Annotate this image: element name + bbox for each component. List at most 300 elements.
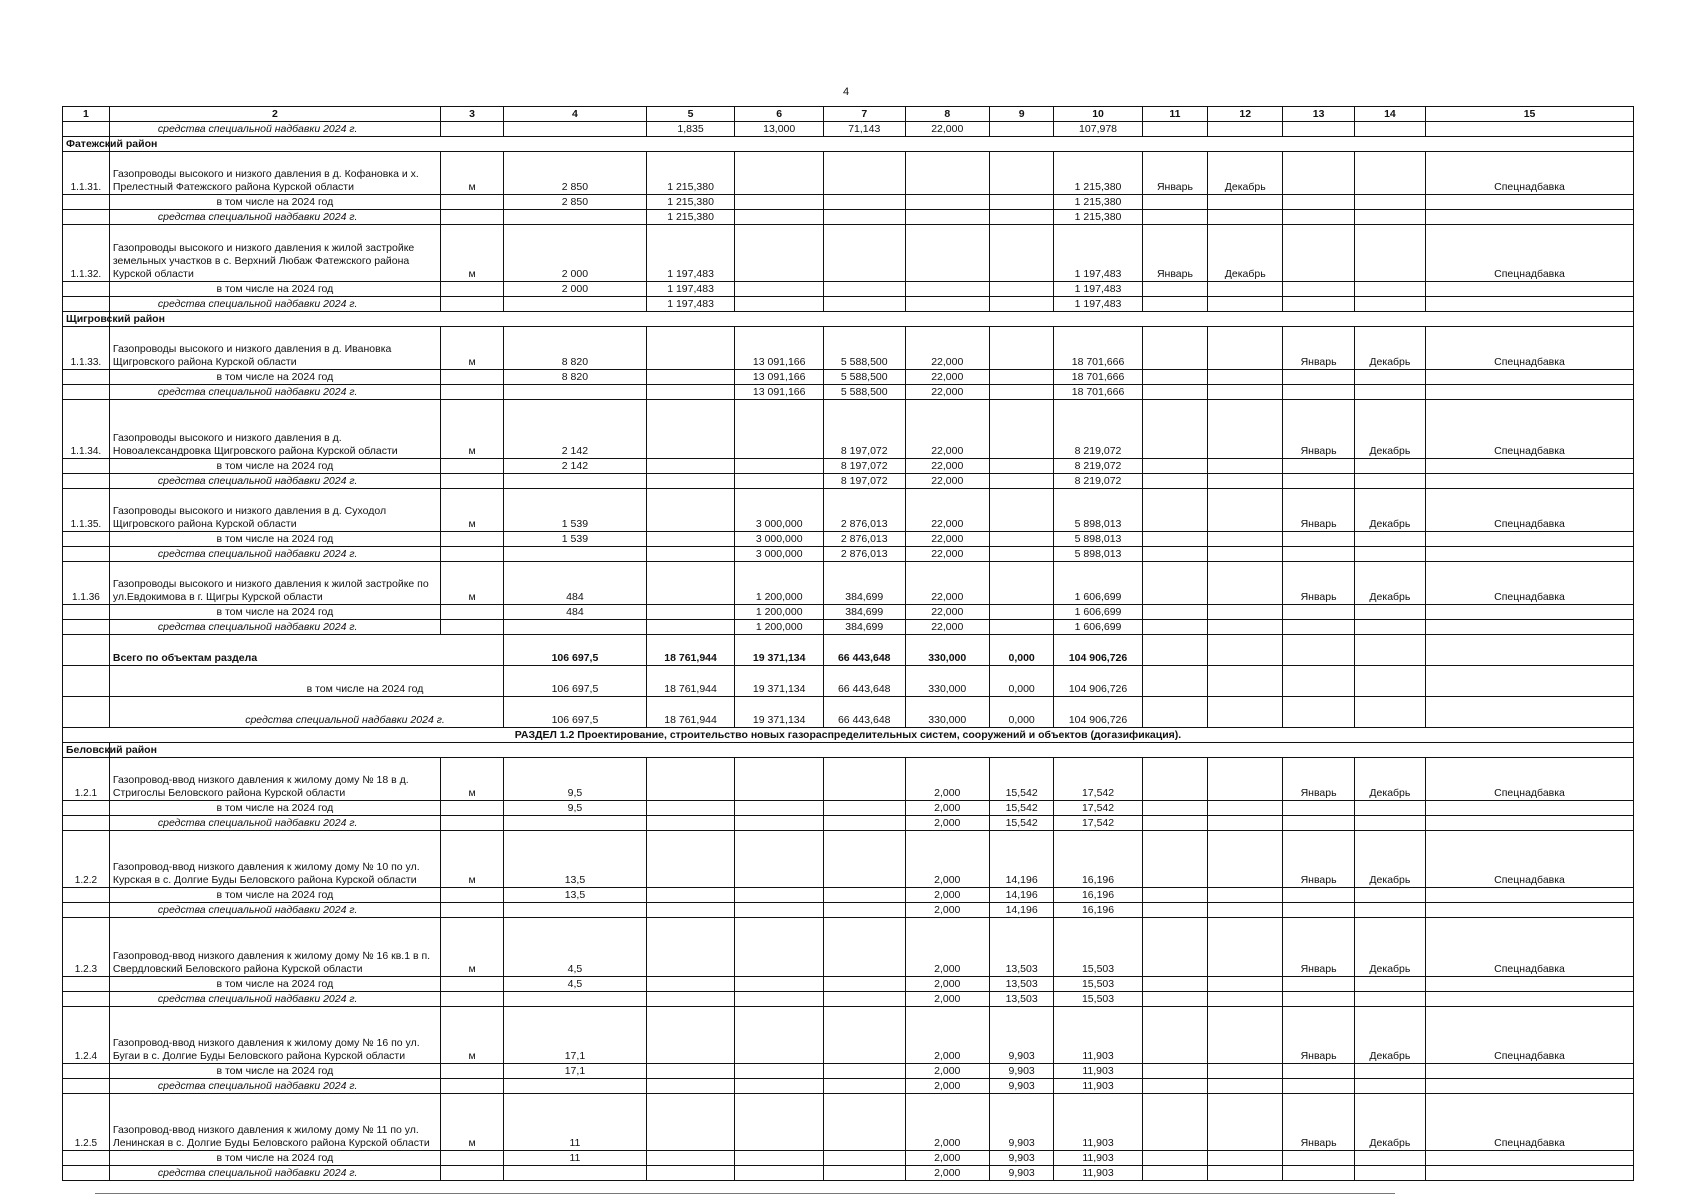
end-month xyxy=(1208,547,1283,562)
table-cell xyxy=(990,489,1054,532)
table-cell: 13 091,166 xyxy=(735,370,824,385)
funding-source xyxy=(1426,1064,1634,1079)
table-cell xyxy=(990,400,1054,459)
start-month xyxy=(1283,532,1354,547)
table-cell: 1 215,380 xyxy=(1054,210,1143,225)
subrow-label: средства специальной надбавки 2024 г. xyxy=(109,903,440,918)
end-month: Декабрь xyxy=(1208,152,1283,195)
end-month xyxy=(1208,400,1283,459)
table-cell xyxy=(504,210,647,225)
table-cell xyxy=(735,977,824,992)
table-cell: 13,5 xyxy=(504,888,647,903)
table-cell: 66 443,648 xyxy=(824,666,906,697)
start-month xyxy=(1283,1166,1354,1181)
table-cell: 15,503 xyxy=(1054,977,1143,992)
table-cell xyxy=(646,1007,735,1064)
table-cell xyxy=(646,620,735,635)
table-cell: 4,5 xyxy=(504,918,647,977)
table-cell xyxy=(905,210,990,225)
table-cell: 5 588,500 xyxy=(824,370,906,385)
item-number xyxy=(63,474,110,489)
year-subrow xyxy=(63,195,1634,210)
table-cell xyxy=(824,195,906,210)
start-month xyxy=(1283,152,1354,195)
table-cell xyxy=(646,801,735,816)
subrow-label: в том числе на 2024 год xyxy=(109,888,440,903)
table-cell: 2,000 xyxy=(905,1094,990,1151)
table-cell: 8 219,072 xyxy=(1054,400,1143,459)
table-cell xyxy=(646,831,735,888)
unit-cell: м xyxy=(440,562,503,605)
end-month xyxy=(1208,282,1283,297)
item-number xyxy=(63,1151,110,1166)
unit-cell xyxy=(440,977,503,992)
funding-source xyxy=(1426,801,1634,816)
end-month xyxy=(1354,1064,1425,1079)
special-fund-row xyxy=(63,547,1634,562)
funding-source: Спецнадбавка xyxy=(1426,831,1634,888)
table-cell: 1 215,380 xyxy=(646,210,735,225)
end-month xyxy=(1354,888,1425,903)
funding-source xyxy=(1426,547,1634,562)
funding-source: Спецнадбавка xyxy=(1426,1007,1634,1064)
table-cell: 9,903 xyxy=(990,1064,1054,1079)
item-number xyxy=(63,459,110,474)
funding-source: Спецнадбавка xyxy=(1426,225,1634,282)
start-month: Январь xyxy=(1283,562,1354,605)
table-cell xyxy=(735,758,824,801)
table-cell xyxy=(1354,697,1425,728)
table-cell xyxy=(824,918,906,977)
table-cell xyxy=(646,400,735,459)
start-month xyxy=(1142,195,1207,210)
column-header: 8 xyxy=(905,107,990,122)
table-cell: 22,000 xyxy=(905,532,990,547)
unit-cell: м xyxy=(440,831,503,888)
table-cell: 22,000 xyxy=(905,400,990,459)
table-cell xyxy=(646,327,735,370)
table-cell: 8 197,072 xyxy=(824,474,906,489)
unit-cell xyxy=(440,547,503,562)
end-month xyxy=(1354,385,1425,400)
end-month xyxy=(1354,977,1425,992)
table-cell: 2,000 xyxy=(905,903,990,918)
end-month xyxy=(1208,195,1283,210)
table-cell: 9,903 xyxy=(990,1166,1054,1181)
table-cell xyxy=(990,282,1054,297)
table-cell xyxy=(824,1007,906,1064)
start-month: Январь xyxy=(1142,152,1207,195)
table-cell xyxy=(735,992,824,1007)
year-subrow xyxy=(63,459,1634,474)
item-number xyxy=(63,210,110,225)
special-fund-row xyxy=(63,297,1634,312)
table-cell: 22,000 xyxy=(905,605,990,620)
table-cell: 2,000 xyxy=(905,918,990,977)
column-header: 11 xyxy=(1142,107,1207,122)
object-row xyxy=(63,918,1634,977)
end-month xyxy=(1208,1007,1283,1064)
start-month xyxy=(1142,758,1207,801)
table-cell: 2 876,013 xyxy=(824,532,906,547)
special-fund-row xyxy=(63,385,1634,400)
start-month xyxy=(1142,888,1207,903)
funding-source xyxy=(1426,195,1634,210)
object-row xyxy=(63,831,1634,888)
table-cell: 11,903 xyxy=(1054,1166,1143,1181)
table-cell xyxy=(735,1166,824,1181)
table-cell: 330,000 xyxy=(905,697,990,728)
table-cell: 15,542 xyxy=(990,758,1054,801)
table-cell: 8 820 xyxy=(504,327,647,370)
table-cell: 17,1 xyxy=(504,1007,647,1064)
funding-source xyxy=(1426,370,1634,385)
table-cell: 1 215,380 xyxy=(1054,152,1143,195)
start-month: Январь xyxy=(1283,1007,1354,1064)
start-month xyxy=(1283,801,1354,816)
funding-source xyxy=(1426,122,1634,137)
start-month xyxy=(1283,977,1354,992)
table-cell: 18 761,944 xyxy=(646,666,735,697)
year-subrow xyxy=(63,532,1634,547)
object-row xyxy=(63,225,1634,282)
start-month xyxy=(1142,489,1207,532)
item-number xyxy=(63,605,110,620)
table-cell: 19 371,134 xyxy=(735,635,824,666)
unit-cell xyxy=(440,297,503,312)
unit-cell xyxy=(440,532,503,547)
table-cell: 2 850 xyxy=(504,152,647,195)
item-number xyxy=(63,888,110,903)
start-month xyxy=(1142,816,1207,831)
table-cell xyxy=(824,992,906,1007)
unit-cell xyxy=(440,816,503,831)
table-cell xyxy=(63,697,110,728)
table-cell: 4,5 xyxy=(504,977,647,992)
table-cell xyxy=(990,195,1054,210)
end-month: Декабрь xyxy=(1354,1007,1425,1064)
start-month xyxy=(1283,1064,1354,1079)
table-cell: 22,000 xyxy=(905,122,990,137)
subrow-label: в том числе на 2024 год xyxy=(109,370,440,385)
end-month xyxy=(1208,459,1283,474)
object-name: Газопроводы высокого и низкого давления к жилой застройке земельных участков в с. Верхний Любаж Фатежского района Курской области xyxy=(109,225,440,282)
table-cell: 1 197,483 xyxy=(646,282,735,297)
total-label: средства специальной надбавки 2024 г. xyxy=(109,697,503,728)
end-month xyxy=(1354,801,1425,816)
table-cell: 1 200,000 xyxy=(735,562,824,605)
object-name: Газопровод-ввод низкого давления к жилому дому № 16 по ул. Бугаи в с. Долгие Буды Беловского района Курской области xyxy=(109,1007,440,1064)
table-cell xyxy=(824,831,906,888)
total-label: Всего по объектам раздела xyxy=(109,635,503,666)
table-cell: 14,196 xyxy=(990,831,1054,888)
end-month xyxy=(1354,1079,1425,1094)
table-cell xyxy=(1283,666,1354,697)
funding-source: Спецнадбавка xyxy=(1426,1094,1634,1151)
table-cell: 22,000 xyxy=(905,547,990,562)
table-cell: 18 761,944 xyxy=(646,697,735,728)
table-cell xyxy=(1283,635,1354,666)
table-cell: 1 200,000 xyxy=(735,620,824,635)
special-fund-row xyxy=(63,1079,1634,1094)
table-cell xyxy=(735,195,824,210)
table-cell xyxy=(824,758,906,801)
table-cell xyxy=(1283,697,1354,728)
end-month xyxy=(1208,992,1283,1007)
page-bottom-rule xyxy=(95,1193,1395,1194)
year-subrow xyxy=(63,888,1634,903)
table-cell: 15,542 xyxy=(990,801,1054,816)
unit-cell: м xyxy=(440,327,503,370)
item-number: 1.2.5 xyxy=(63,1094,110,1151)
object-name: Газопроводы высокого и низкого давления в д. Ивановка Щигровского района Курской области xyxy=(109,327,440,370)
table-cell xyxy=(735,1094,824,1151)
start-month xyxy=(1283,297,1354,312)
table-cell xyxy=(735,225,824,282)
column-header: 1 xyxy=(63,107,110,122)
table-cell: 8 197,072 xyxy=(824,459,906,474)
table-cell: 330,000 xyxy=(905,635,990,666)
special-fund-row xyxy=(63,620,1634,635)
table-cell: 11,903 xyxy=(1054,1079,1143,1094)
start-month xyxy=(1142,327,1207,370)
table-cell xyxy=(824,977,906,992)
table-cell xyxy=(905,225,990,282)
item-number xyxy=(63,816,110,831)
table-cell: 9,5 xyxy=(504,758,647,801)
table-cell xyxy=(504,816,647,831)
start-month xyxy=(1142,532,1207,547)
column-header: 5 xyxy=(646,107,735,122)
start-month xyxy=(1283,1079,1354,1094)
start-month xyxy=(1142,620,1207,635)
end-month: Декабрь xyxy=(1354,562,1425,605)
end-month xyxy=(1208,1094,1283,1151)
table-cell: 106 697,5 xyxy=(504,697,647,728)
table-cell xyxy=(646,474,735,489)
start-month: Январь xyxy=(1283,831,1354,888)
funding-source xyxy=(1426,210,1634,225)
table-cell: 1 606,699 xyxy=(1054,562,1143,605)
table-cell: 71,143 xyxy=(824,122,906,137)
table-cell xyxy=(990,562,1054,605)
table-cell: 484 xyxy=(504,562,647,605)
column-header: 15 xyxy=(1426,107,1634,122)
start-month xyxy=(1142,1007,1207,1064)
unit-cell xyxy=(440,620,503,635)
end-month: Декабрь xyxy=(1354,327,1425,370)
start-month xyxy=(1142,547,1207,562)
unit-cell xyxy=(440,1079,503,1094)
table-cell xyxy=(824,1064,906,1079)
table-cell: 11 xyxy=(504,1151,647,1166)
unit-cell: м xyxy=(440,1007,503,1064)
table-cell xyxy=(735,888,824,903)
table-cell xyxy=(646,459,735,474)
table-cell xyxy=(824,801,906,816)
year-subrow xyxy=(63,1064,1634,1079)
table-cell: 9,903 xyxy=(990,1079,1054,1094)
table-cell xyxy=(646,816,735,831)
table-cell xyxy=(646,1094,735,1151)
table-cell xyxy=(990,297,1054,312)
table-cell: 8 219,072 xyxy=(1054,474,1143,489)
table-cell xyxy=(824,282,906,297)
start-month xyxy=(1142,1064,1207,1079)
start-month xyxy=(1142,122,1207,137)
table-cell xyxy=(504,385,647,400)
end-month xyxy=(1208,816,1283,831)
end-month xyxy=(1208,532,1283,547)
unit-cell xyxy=(440,459,503,474)
column-header: 6 xyxy=(735,107,824,122)
column-header: 12 xyxy=(1208,107,1283,122)
item-number xyxy=(63,547,110,562)
end-month xyxy=(1208,327,1283,370)
subrow-label: средства специальной надбавки 2024 г. xyxy=(109,816,440,831)
table-cell xyxy=(905,152,990,195)
table-cell xyxy=(824,1166,906,1181)
object-name: Газопровод-ввод низкого давления к жилому дому № 18 в д. Стригослы Беловского района Курской области xyxy=(109,758,440,801)
end-month xyxy=(1354,152,1425,195)
table-cell xyxy=(1208,697,1283,728)
table-cell xyxy=(646,489,735,532)
start-month xyxy=(1283,122,1354,137)
table-cell: 2 000 xyxy=(504,282,647,297)
table-cell: 22,000 xyxy=(905,385,990,400)
table-cell: 5 898,013 xyxy=(1054,547,1143,562)
end-month xyxy=(1354,605,1425,620)
start-month xyxy=(1142,801,1207,816)
item-number: 1.2.2 xyxy=(63,831,110,888)
table-cell: 2 142 xyxy=(504,400,647,459)
end-month xyxy=(1208,210,1283,225)
section-total-subrow xyxy=(63,697,1634,728)
table-cell: 11,903 xyxy=(1054,1007,1143,1064)
unit-cell xyxy=(440,385,503,400)
table-cell: 11,903 xyxy=(1054,1094,1143,1151)
table-cell xyxy=(990,459,1054,474)
start-month xyxy=(1142,459,1207,474)
table-cell: 5 898,013 xyxy=(1054,532,1143,547)
object-name: Газопроводы высокого и низкого давления в д. Новоалександровка Щигровского района Курской области xyxy=(109,400,440,459)
table-cell: 2,000 xyxy=(905,1166,990,1181)
table-cell xyxy=(646,562,735,605)
special-fund-row xyxy=(63,1166,1634,1181)
funding-source xyxy=(1426,1166,1634,1181)
table-cell xyxy=(504,1166,647,1181)
subrow-label: в том числе на 2024 год xyxy=(109,1064,440,1079)
subrow-label: средства специальной надбавки 2024 г. xyxy=(109,122,440,137)
year-subrow xyxy=(63,801,1634,816)
table-cell xyxy=(990,532,1054,547)
start-month xyxy=(1142,1151,1207,1166)
table-cell xyxy=(63,666,110,697)
table-cell: 3 000,000 xyxy=(735,547,824,562)
end-month xyxy=(1208,918,1283,977)
column-number-header-row xyxy=(63,107,1634,122)
end-month xyxy=(1354,903,1425,918)
table-cell xyxy=(990,605,1054,620)
object-row xyxy=(63,489,1634,532)
table-cell xyxy=(646,547,735,562)
unit-cell xyxy=(440,1151,503,1166)
subrow-label: средства специальной надбавки 2024 г. xyxy=(109,210,440,225)
table-cell: 16,196 xyxy=(1054,831,1143,888)
start-month xyxy=(1142,903,1207,918)
end-month xyxy=(1354,195,1425,210)
table-cell xyxy=(990,474,1054,489)
table-cell: 15,503 xyxy=(1054,992,1143,1007)
start-month: Январь xyxy=(1283,489,1354,532)
table-cell xyxy=(735,282,824,297)
district-row xyxy=(63,137,1634,152)
table-cell: 2 850 xyxy=(504,195,647,210)
column-header: 10 xyxy=(1054,107,1143,122)
start-month: Январь xyxy=(1283,327,1354,370)
table-cell: 2 142 xyxy=(504,459,647,474)
start-month xyxy=(1283,605,1354,620)
table-cell xyxy=(990,370,1054,385)
start-month xyxy=(1142,831,1207,888)
start-month: Январь xyxy=(1283,758,1354,801)
item-number: 1.1.36 xyxy=(63,562,110,605)
object-name: Газопровод-ввод низкого давления к жилому дому № 11 по ул. Ленинская в с. Долгие Буды Беловского района Курской области xyxy=(109,1094,440,1151)
item-number xyxy=(63,1166,110,1181)
table-cell: 330,000 xyxy=(905,666,990,697)
unit-cell xyxy=(440,605,503,620)
funding-source xyxy=(1426,620,1634,635)
table-cell: 1 539 xyxy=(504,489,647,532)
item-number: 1.1.32. xyxy=(63,225,110,282)
subrow-label: средства специальной надбавки 2024 г. xyxy=(109,385,440,400)
end-month: Декабрь xyxy=(1208,225,1283,282)
table-cell: 1,835 xyxy=(646,122,735,137)
item-number xyxy=(63,620,110,635)
funding-source: Спецнадбавка xyxy=(1426,758,1634,801)
table-cell: 107,978 xyxy=(1054,122,1143,137)
table-cell: 2,000 xyxy=(905,992,990,1007)
end-month xyxy=(1208,122,1283,137)
table-cell: 1 606,699 xyxy=(1054,605,1143,620)
funding-source xyxy=(1426,532,1634,547)
table-cell xyxy=(824,1094,906,1151)
table-cell xyxy=(504,547,647,562)
table-cell xyxy=(824,1151,906,1166)
table-cell: 2 876,013 xyxy=(824,489,906,532)
column-header: 9 xyxy=(990,107,1054,122)
unit-cell xyxy=(440,195,503,210)
unit-cell xyxy=(440,1064,503,1079)
start-month xyxy=(1142,297,1207,312)
special-fund-row xyxy=(63,903,1634,918)
unit-cell xyxy=(440,903,503,918)
table-cell xyxy=(990,225,1054,282)
object-row xyxy=(63,1094,1634,1151)
table-cell xyxy=(646,888,735,903)
object-row xyxy=(63,758,1634,801)
start-month: Январь xyxy=(1283,400,1354,459)
start-month xyxy=(1142,992,1207,1007)
item-number: 1.2.1 xyxy=(63,758,110,801)
table-cell: 104 906,726 xyxy=(1054,666,1143,697)
subrow-label: в том числе на 2024 год xyxy=(109,801,440,816)
district-name: Фатежский район xyxy=(63,137,110,152)
funding-source xyxy=(1426,992,1634,1007)
table-cell: 18 701,666 xyxy=(1054,385,1143,400)
table-cell: 2,000 xyxy=(905,1064,990,1079)
table-cell: 1 197,483 xyxy=(646,225,735,282)
